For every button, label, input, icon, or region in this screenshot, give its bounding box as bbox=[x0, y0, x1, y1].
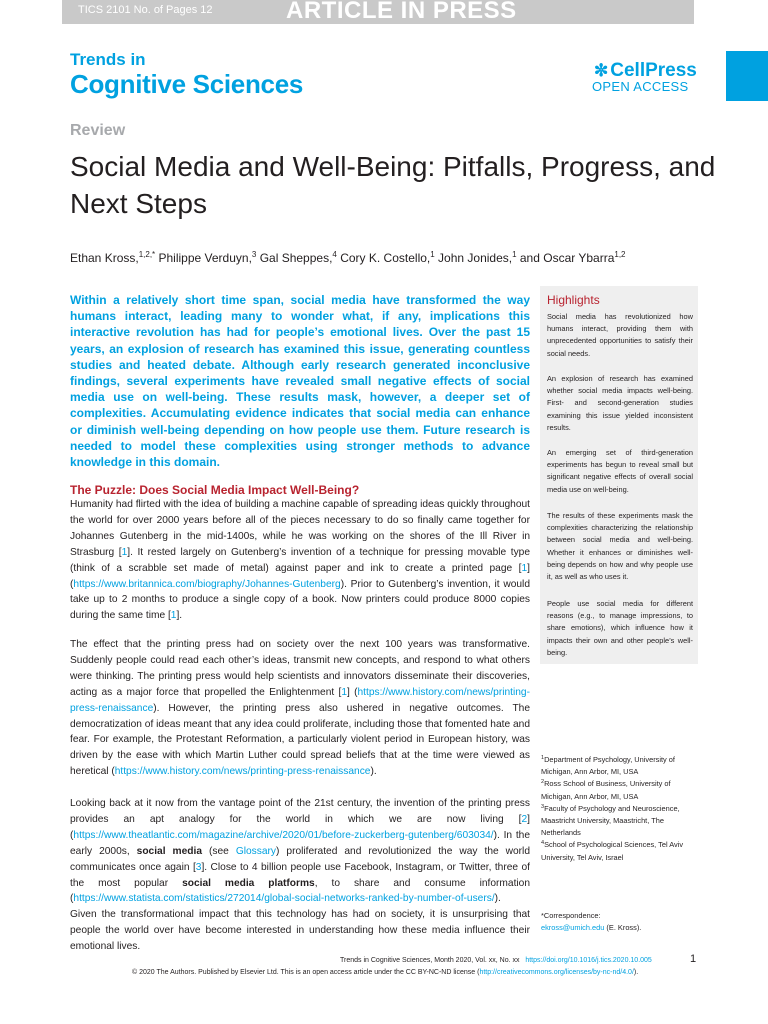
url-link[interactable]: https://www.history.com/news/printing-press-renaissance bbox=[70, 686, 530, 714]
affiliation: $^1$Department of Psychology, University of Michigan, Ann Arbor, MI, USA bbox=[541, 755, 675, 777]
author-name: Gal Sheppes, bbox=[256, 251, 333, 265]
article-in-press-label: ARTICLE IN PRESS bbox=[286, 0, 517, 24]
affiliations bbox=[541, 754, 701, 864]
citation-link[interactable]: 1 bbox=[521, 562, 528, 574]
author-affiliation-mark: 4 bbox=[332, 250, 337, 259]
author-affiliation-mark: 1,2 bbox=[614, 250, 626, 259]
correspondence-email-link[interactable]: ekross@umich.edu bbox=[541, 923, 605, 932]
author-name: and Oscar Ybarra bbox=[516, 251, 615, 265]
footer-license: © 2020 The Authors. Published by Elsevier Ltd. This is an open access article under the CC BY-NC-ND license (http://creativecommons.org/licenses/by-nc-nd/4.0/). bbox=[132, 969, 639, 976]
citation-link[interactable]: 1 bbox=[341, 686, 347, 698]
journal-title-line2: Cognitive Sciences bbox=[70, 69, 304, 99]
body-paragraph: Humanity had flirted with the idea of building a machine capable of spreading ideas quickly throughout the world for over 2000 years before all of the pieces necessary to do so finally came together for Johannes Gutenberg in the mid-1400s, while he was working on the shores of the Ill River in Strasburg [1]. It rested largely on Gutenberg’s invention of a technique for pressing movable type (think of a scrabble set made of metal) against paper and ink to create a printed page [1] (https://www.britannica.com/biography/Johannes-Gutenberg). Prior to Gutenberg’s invention, it would take up to 2 months to produce a single copy of a book. Now printers could produce 8000 copies during the same time [1]. bbox=[70, 499, 530, 622]
author-affiliation-mark: 1,2,* bbox=[138, 250, 156, 259]
publisher-name: CellPress bbox=[610, 60, 697, 81]
affiliation: $^3$Faculty of Psychology and Neuroscience, Maastricht University, Maastricht, The Netherlands bbox=[541, 803, 680, 838]
url-link[interactable]: https://www.theatlantic.com/magazine/archive/2020/01/before-zuckerberg-gutenberg/603034/ bbox=[73, 829, 494, 841]
abstract: Within a relatively short time span, social media have transformed the way humans interact, leading many to wonder what, if any, implications this interactive revolution has had for people’s emotional lives. Over the past 15 years, an explosion of research has examined this issue, generating countless studies and heated debate. Although early research generated inconclusive findings, several experiments have revealed small negative effects of social media use on well-being. These results mask, however, a deeper set of complexities. Accumulating evidence indicates that social media can enhance or diminish well-being depending on how people use them. Future research is needed to model these complexities using stronger methods to advance knowledge in this domain. bbox=[70, 293, 530, 470]
journal-title-line1: Trends in bbox=[70, 50, 146, 69]
glossary-term: social media bbox=[136, 845, 202, 857]
manuscript-meta: TICS 2101 No. of Pages 12 bbox=[78, 4, 213, 16]
author-name: John Jonides, bbox=[434, 251, 513, 265]
author-affiliation-mark: 1 bbox=[430, 250, 435, 259]
article-type: Review bbox=[70, 122, 126, 139]
citation-link[interactable]: 1 bbox=[121, 546, 128, 558]
affiliation: $^4$School of Psychological Sciences, Tel Aviv University, Tel Aviv, Israel bbox=[541, 840, 684, 862]
body-paragraph: The effect that the printing press had on society over the next 100 years was transformative. Suddenly people could read each other’s ideas, transmit new concepts, and respond to what others were thinking. The printing press would help scientists and innovators disseminate their discoveries, acting as a major force that propelled the Enlightenment [1] (https://www.history.com/news/printing-press-renaissance). However, the printing press also ushered in negative outcomes. The democratization of ideas meant that any idea could proliferate, including those that fomented hate and fear. For example, the Protestant Reformation, a particularly violent period in European history, was driven by the ease with which Martin Luther could spread beliefs that at the time were viewed as heretical (https://www.history.com/news/printing-press-renaissance). bbox=[70, 639, 530, 778]
highlight-item: Social media has revolutionized how humans interact, providing them with unprecedented opportunities to satisfy their social needs. bbox=[547, 312, 693, 358]
correspondence-name: (E. Kross). bbox=[604, 923, 642, 932]
author-affiliation-mark: 1 bbox=[512, 250, 517, 259]
footer-citation: Trends in Cognitive Sciences, Month 2020, Vol. xx, No. xx https://doi.org/10.1016/j.tics.2020.10.005 bbox=[340, 957, 652, 964]
highlight-item: An explosion of research has examined whether social media impacts well-being. First- and second-generation studies examining this issue yielded inconsistent results. bbox=[547, 374, 693, 432]
glossary-link[interactable]: Glossary bbox=[235, 845, 277, 857]
highlight-item: An emerging set of third-generation experiments has begun to reveal small but significant negative effects of overall social media use on well-being. bbox=[547, 448, 693, 494]
section-heading: The Puzzle: Does Social Media Impact Well-Being? bbox=[70, 483, 360, 497]
highlights-title: Highlights bbox=[547, 293, 600, 307]
citation-link[interactable]: 2 bbox=[521, 813, 528, 825]
open-access-label: OPEN ACCESS bbox=[592, 79, 689, 94]
highlight-item: People use social media for different reasons (e.g., to manage impressions, to share emotions), which influence how it impacts their own and other people’s well-being. bbox=[547, 599, 693, 657]
glossary-term: social media platforms bbox=[182, 877, 315, 889]
url-link[interactable]: https://www.history.com/news/printing-press-renaissance bbox=[114, 766, 371, 778]
citation-link[interactable]: 1 bbox=[170, 610, 177, 622]
author-name: Philippe Verduyn, bbox=[155, 251, 252, 265]
page-number: 1 bbox=[690, 953, 697, 965]
author-affiliation-mark: 3 bbox=[251, 250, 257, 259]
url-link[interactable]: https://www.britannica.com/biography/Johannes-Gutenberg bbox=[73, 578, 341, 590]
author-name: Cory K. Costello, bbox=[336, 251, 431, 265]
article-title: Social Media and Well-Being: Pitfalls, Progress, and Next Steps bbox=[70, 151, 716, 219]
author-name: Ethan Kross, bbox=[70, 251, 139, 265]
journal-accent-block bbox=[726, 51, 768, 101]
author-list bbox=[70, 251, 626, 265]
correspondence bbox=[541, 910, 701, 934]
license-link[interactable]: http://creativecommons.org/licenses/by-nc-nd/4.0/ bbox=[479, 969, 634, 976]
correspondence-label: *Correspondence: bbox=[541, 911, 601, 920]
citation-link[interactable]: 3 bbox=[195, 861, 202, 873]
url-link[interactable]: https://www.statista.com/statistics/272014/global-social-networks-ranked-by-number-of-users/ bbox=[73, 893, 495, 905]
body-paragraph: Looking back at it now from the vantage point of the 21st century, the invention of the printing press provides an apt analogy for the world in which we are now living [2] (https://www.theatlantic.com/magazine/archive/2020/01/before-zuckerberg-gutenberg/603034/). In the early 2000s, social media (see Glossary) proliferated and revolutionized the way the world communicates once again [3]. Close to 4 billion people use Facebook, Instagram, or Twitter, three of the most popular social media platforms, to share and consume information (https://www.statista.com/statistics/272014/global-social-networks-ranked-by-number-of-users/). Given the transformational impact that this technology has had on society, it is unsurprising that people the world over have become interested in understanding how these media influence their emotional lives. bbox=[70, 798, 530, 953]
affiliation: $^2$Ross School of Business, University of Michigan, Ann Arbor, MI, USA bbox=[541, 779, 671, 801]
cellpress-logo-icon: ✼ bbox=[594, 61, 609, 80]
highlight-item: The results of these experiments mask the complexities characterizing the relationship between social media and well-being. Whether it enhances or diminishes well-being depends on how and why people use it, as well as who uses it. bbox=[547, 511, 693, 582]
doi-link[interactable]: https://doi.org/10.1016/j.tics.2020.10.005 bbox=[525, 957, 652, 964]
